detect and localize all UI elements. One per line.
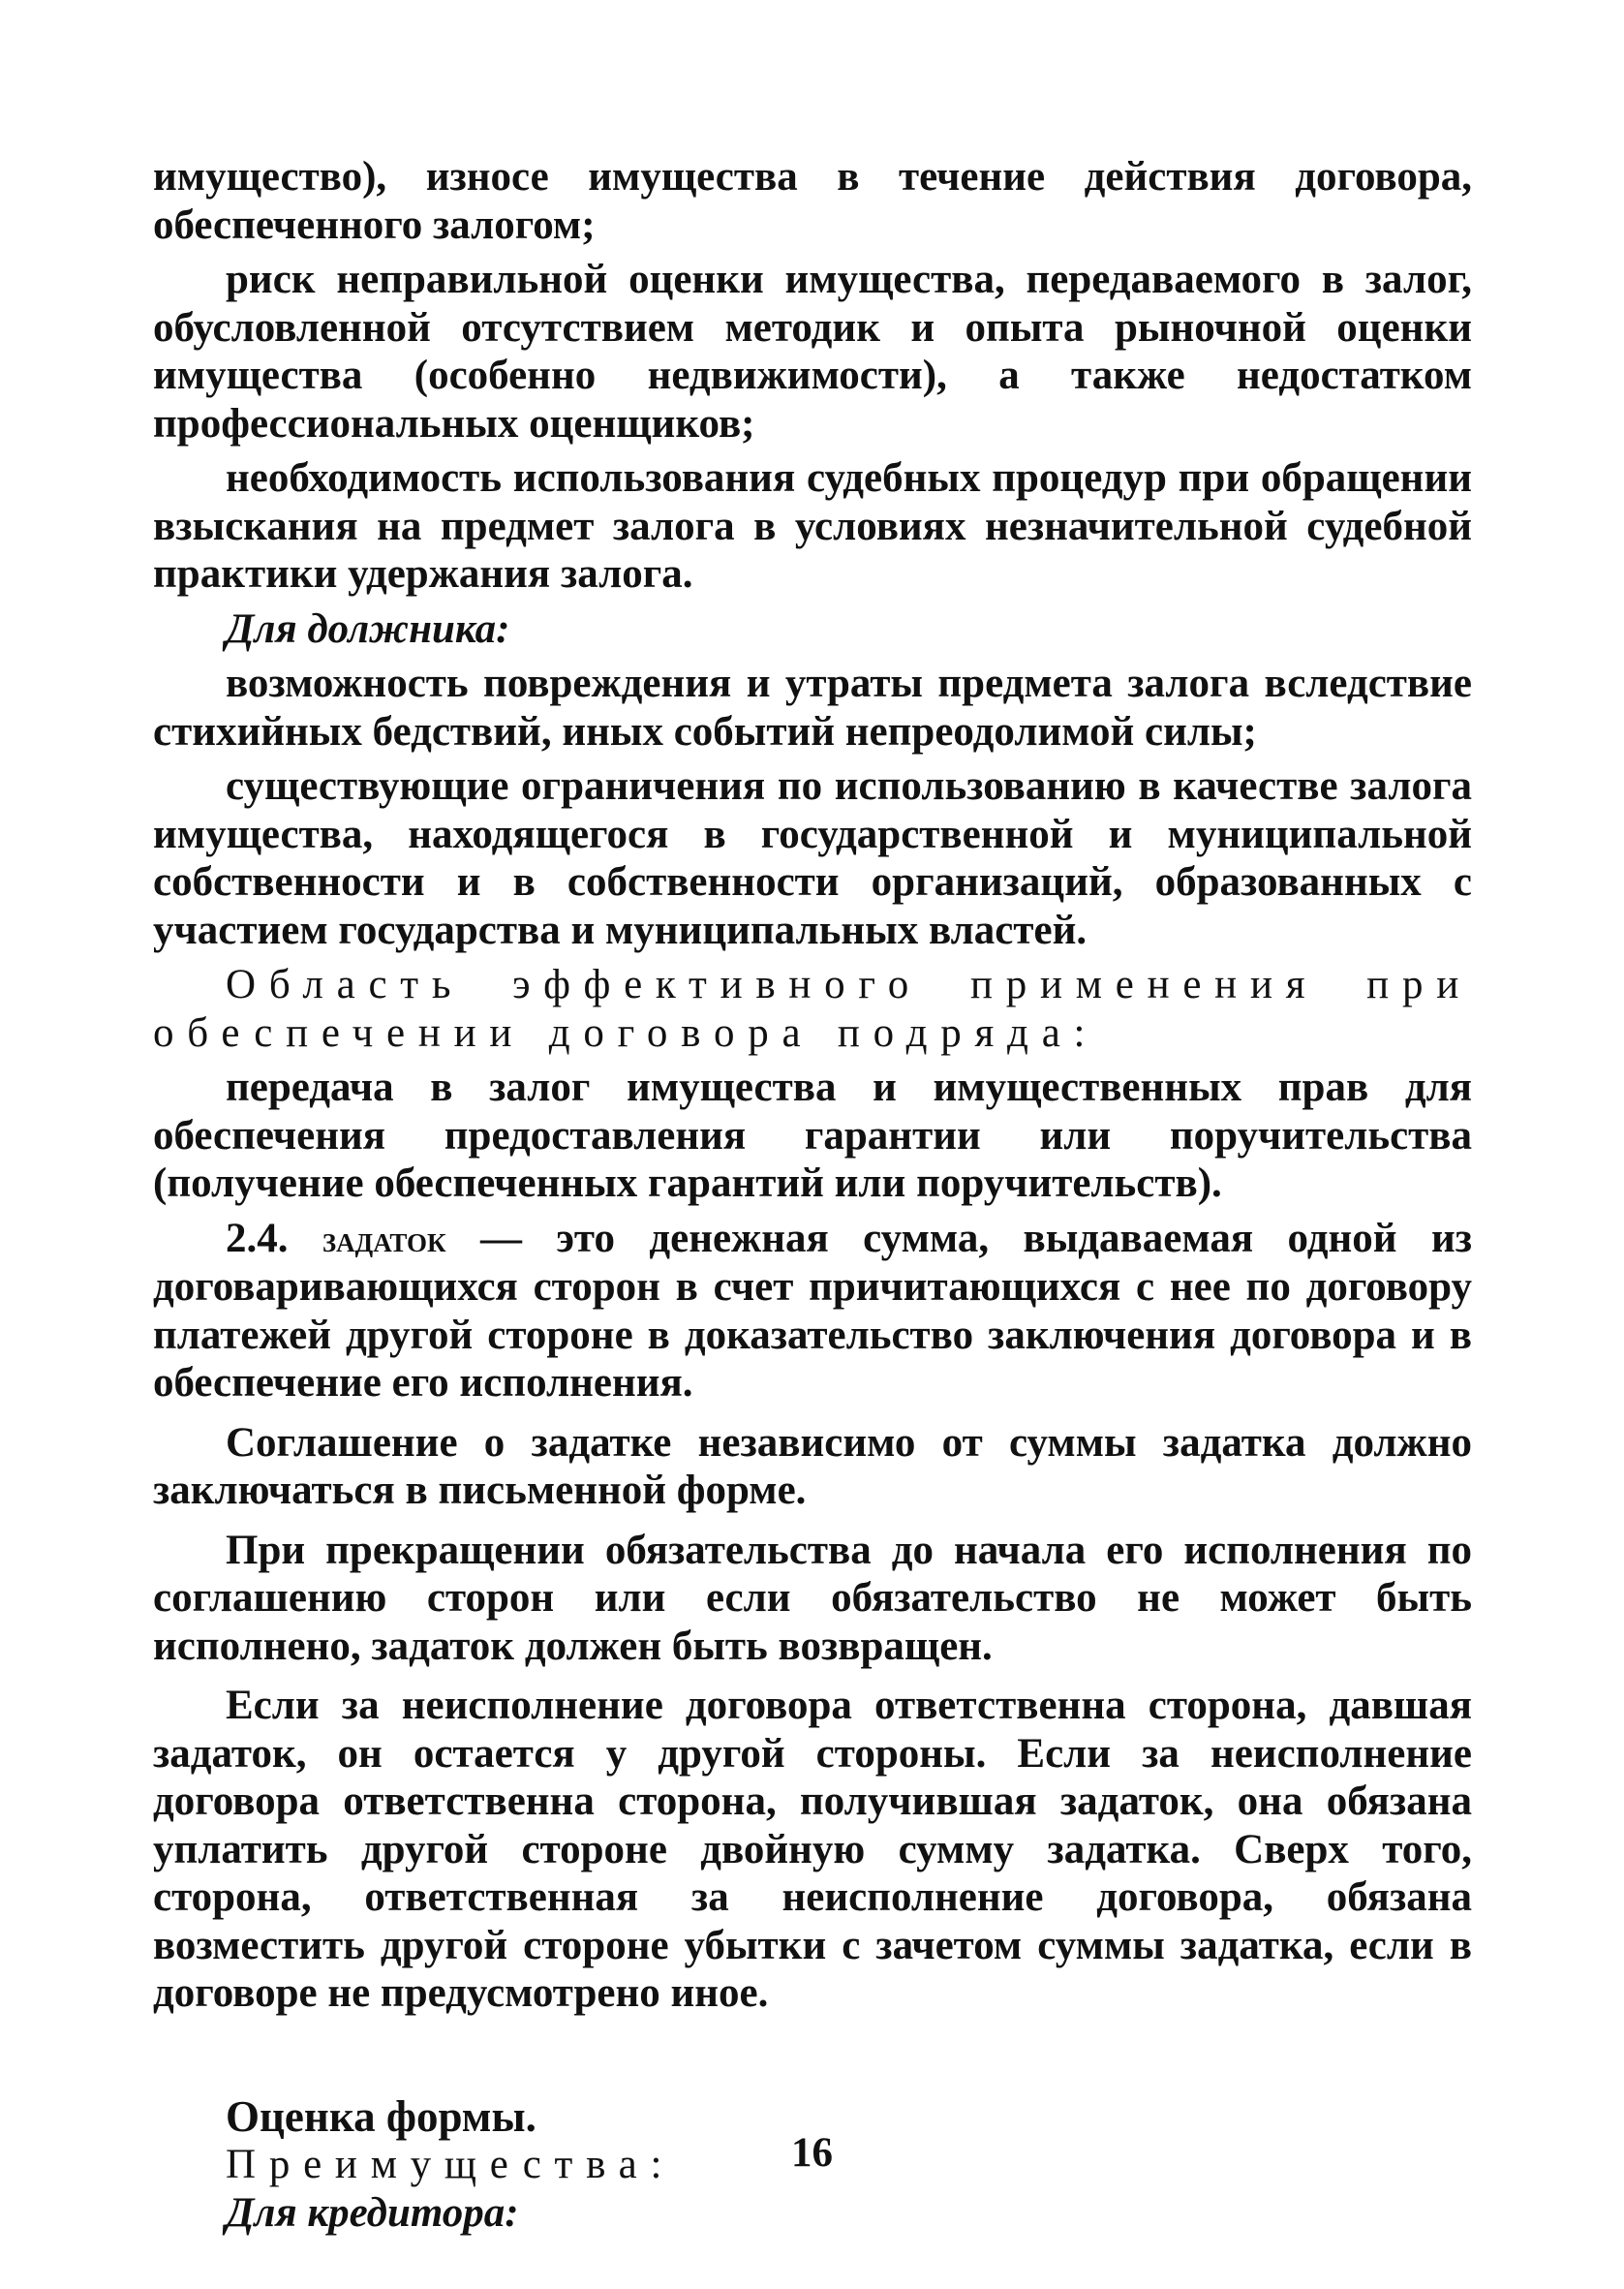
paragraph-deposit-definition (153, 1215, 1472, 1407)
paragraph-return-deposit: При прекращении обязательства до начала его исполнения по соглашению сторон или если обязательство не может быть исполнено, задаток должен быть возвращен. (153, 1527, 1472, 1669)
paragraph-guarantees: передача в залог имущества и имущественных прав для обеспечения предоставления гарантии или поручительства (получение обеспеченных гарантий или поручительств). (153, 1065, 1472, 1206)
heading-for-debtor: Для должника: (226, 605, 510, 652)
paragraph-valuation-risk: риск неправильной оценки имущества, передаваемого в залог, обусловленной отсутствием методик и опыта рыночной оценки имущества (особенно недвижимости), а также недостатком профессиональных оценщиков; (153, 257, 1472, 447)
paragraph-court-procedures: необходимость использования судебных процедур при обращении взыскания на предмет залога в условиях незначительной судебной практики удержания залога. (153, 455, 1472, 597)
paragraph-written-form: Соглашение о задатке независимо от суммы задатка должно заключаться в письменной форме. (153, 1419, 1472, 1513)
heading-advantages: Преимущества: (226, 2142, 676, 2187)
heading-for-creditor: Для кредитора: (226, 2189, 519, 2236)
paragraph-restrictions: существующие ограничения по использованию в качестве залога имущества, находящегося в государственной и муниципальной собственности и в собственности организаций, образованных с участием государства и муниципальных властей. (153, 763, 1472, 953)
page-number: 16 (791, 2130, 833, 2176)
paragraph-pledge-wear: имущество), износе имущества в течение действия договора, обеспеченного залогом; (153, 154, 1472, 248)
paragraph-liability: Если за неисполнение договора ответственна сторона, давшая задаток, он остается у другой стороны. Если за неисполнение договора ответственна сторона, получившая задаток, она обязана уплатить другой стороне двойную сумму задатка. Сверх того, сторона, ответственная за неисполнение договора, обязана возместить другой стороне убытки с зачетом суммы задатка, если в договоре не предусмотрено иное. (153, 1683, 1472, 2016)
paragraph-damage-risk: возможность повреждения и утраты предмета залога вследствие стихийных бедствий, иных событий непреодолимой силы; (153, 661, 1472, 755)
section-term: задаток (322, 1218, 446, 1260)
section-number: 2.4. (226, 1215, 289, 1261)
document-page (153, 153, 1472, 2237)
heading-scope-of-application: Область эффективного применения при обеспечении договора подряда: (153, 962, 1472, 1056)
heading-form-assessment: Оценка формы. (226, 2091, 536, 2141)
deposit-definition-text: — это денежная сумма, выдаваемая одной из договаривающихся сторон в счет причитающихся с нее по договору платежей другой стороне в доказательство заключения договора и в обеспечение его исполнения. (153, 1215, 1473, 1406)
